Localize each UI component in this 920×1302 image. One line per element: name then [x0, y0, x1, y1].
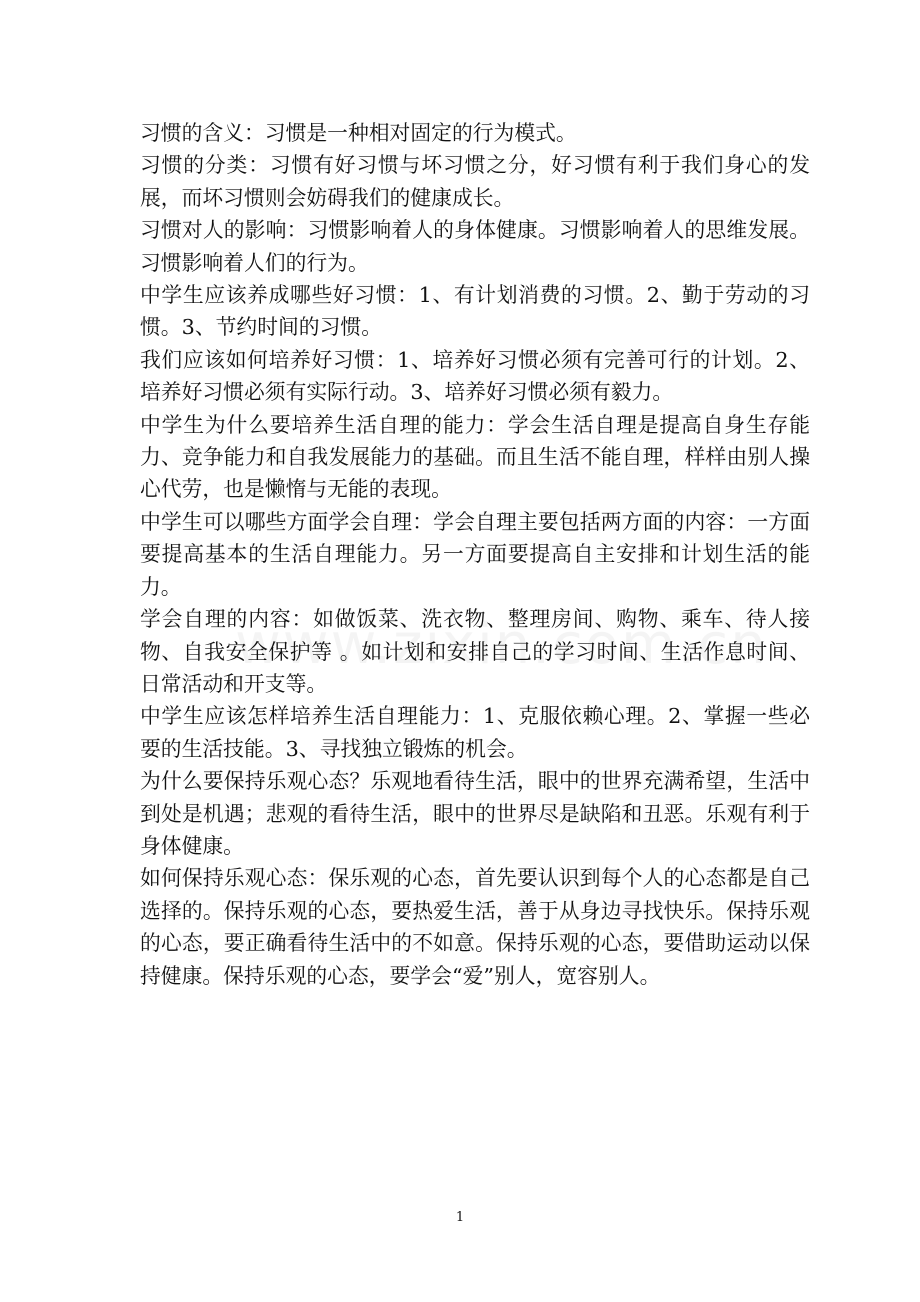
paragraph-how-optimism: 如何保持乐观心态：保乐观的心态，首先要认识到每个人的心态都是自己选择的。保持乐观的心态，要热爱生活，善于从身边寻找快乐。保持乐观的心态，要正确看待生活中的不如意。保持乐观的心态，要借助运动以保持健康。保持乐观的心态，要学会“爱”别人，宽容别人。: [140, 866, 810, 988]
paragraph-habit-definition: 习惯的含义：习惯是一种相对固定的行为模式。: [140, 121, 577, 145]
paragraph-self-care-content: 学会自理的内容：如做饭菜、洗衣物、整理房间、购物、乘车、待人接物、自我安全保护等 。如计划和安排自己的学习时间、生活作息时间、日常活动和开支等。: [140, 607, 810, 696]
paragraph-self-care-aspects: 中学生可以哪些方面学会自理：学会自理主要包括两方面的内容：一方面要提高基本的生活自理能力。另一方面要提高自主安排和计划生活的能力。: [140, 509, 810, 599]
paragraph-cultivate-habits: 我们应该如何培养好习惯：1、培养好习惯必须有完善可行的计划。2、培养好习惯必须有实际行动。3、培养好习惯必须有毅力。: [140, 347, 810, 405]
paragraph-habit-classification: 习惯的分类：习惯有好习惯与坏习惯之分，好习惯有利于我们身心的发展，而坏习惯则会妨碍我们的健康成长。: [140, 153, 810, 210]
paragraph-how-self-care: 中学生应该怎样培养生活自理能力：1、克服依赖心理。2、掌握一些必要的生活技能。3、寻找独立锻炼的机会。: [140, 704, 810, 761]
paragraph-why-optimism: 为什么要保持乐观心态？乐观地看待生活，眼中的世界充满希望，生活中到处是机遇；悲观的看待生活，眼中的世界尽是缺陷和丑恶。乐观有利于身体健康。: [140, 769, 810, 858]
document-body: [140, 117, 810, 992]
page-number: 1: [455, 1210, 465, 1225]
paragraph-habit-influence: 习惯对人的影响：习惯影响着人的身体健康。习惯影响着人的思维发展。习惯影响着人们的行为。: [140, 218, 810, 275]
paragraph-why-self-care: 中学生为什么要培养生活自理的能力：学会生活自理是提高自身生存能力、竞争能力和自我发展能力的基础。而且生活不能自理，样样由别人操心代劳，也是懒惰与无能的表现。: [140, 412, 810, 502]
paragraph-good-habits: 中学生应该养成哪些好习惯：1、有计划消费的习惯。2、勤于劳动的习惯。3、节约时间的习惯。: [140, 283, 810, 340]
